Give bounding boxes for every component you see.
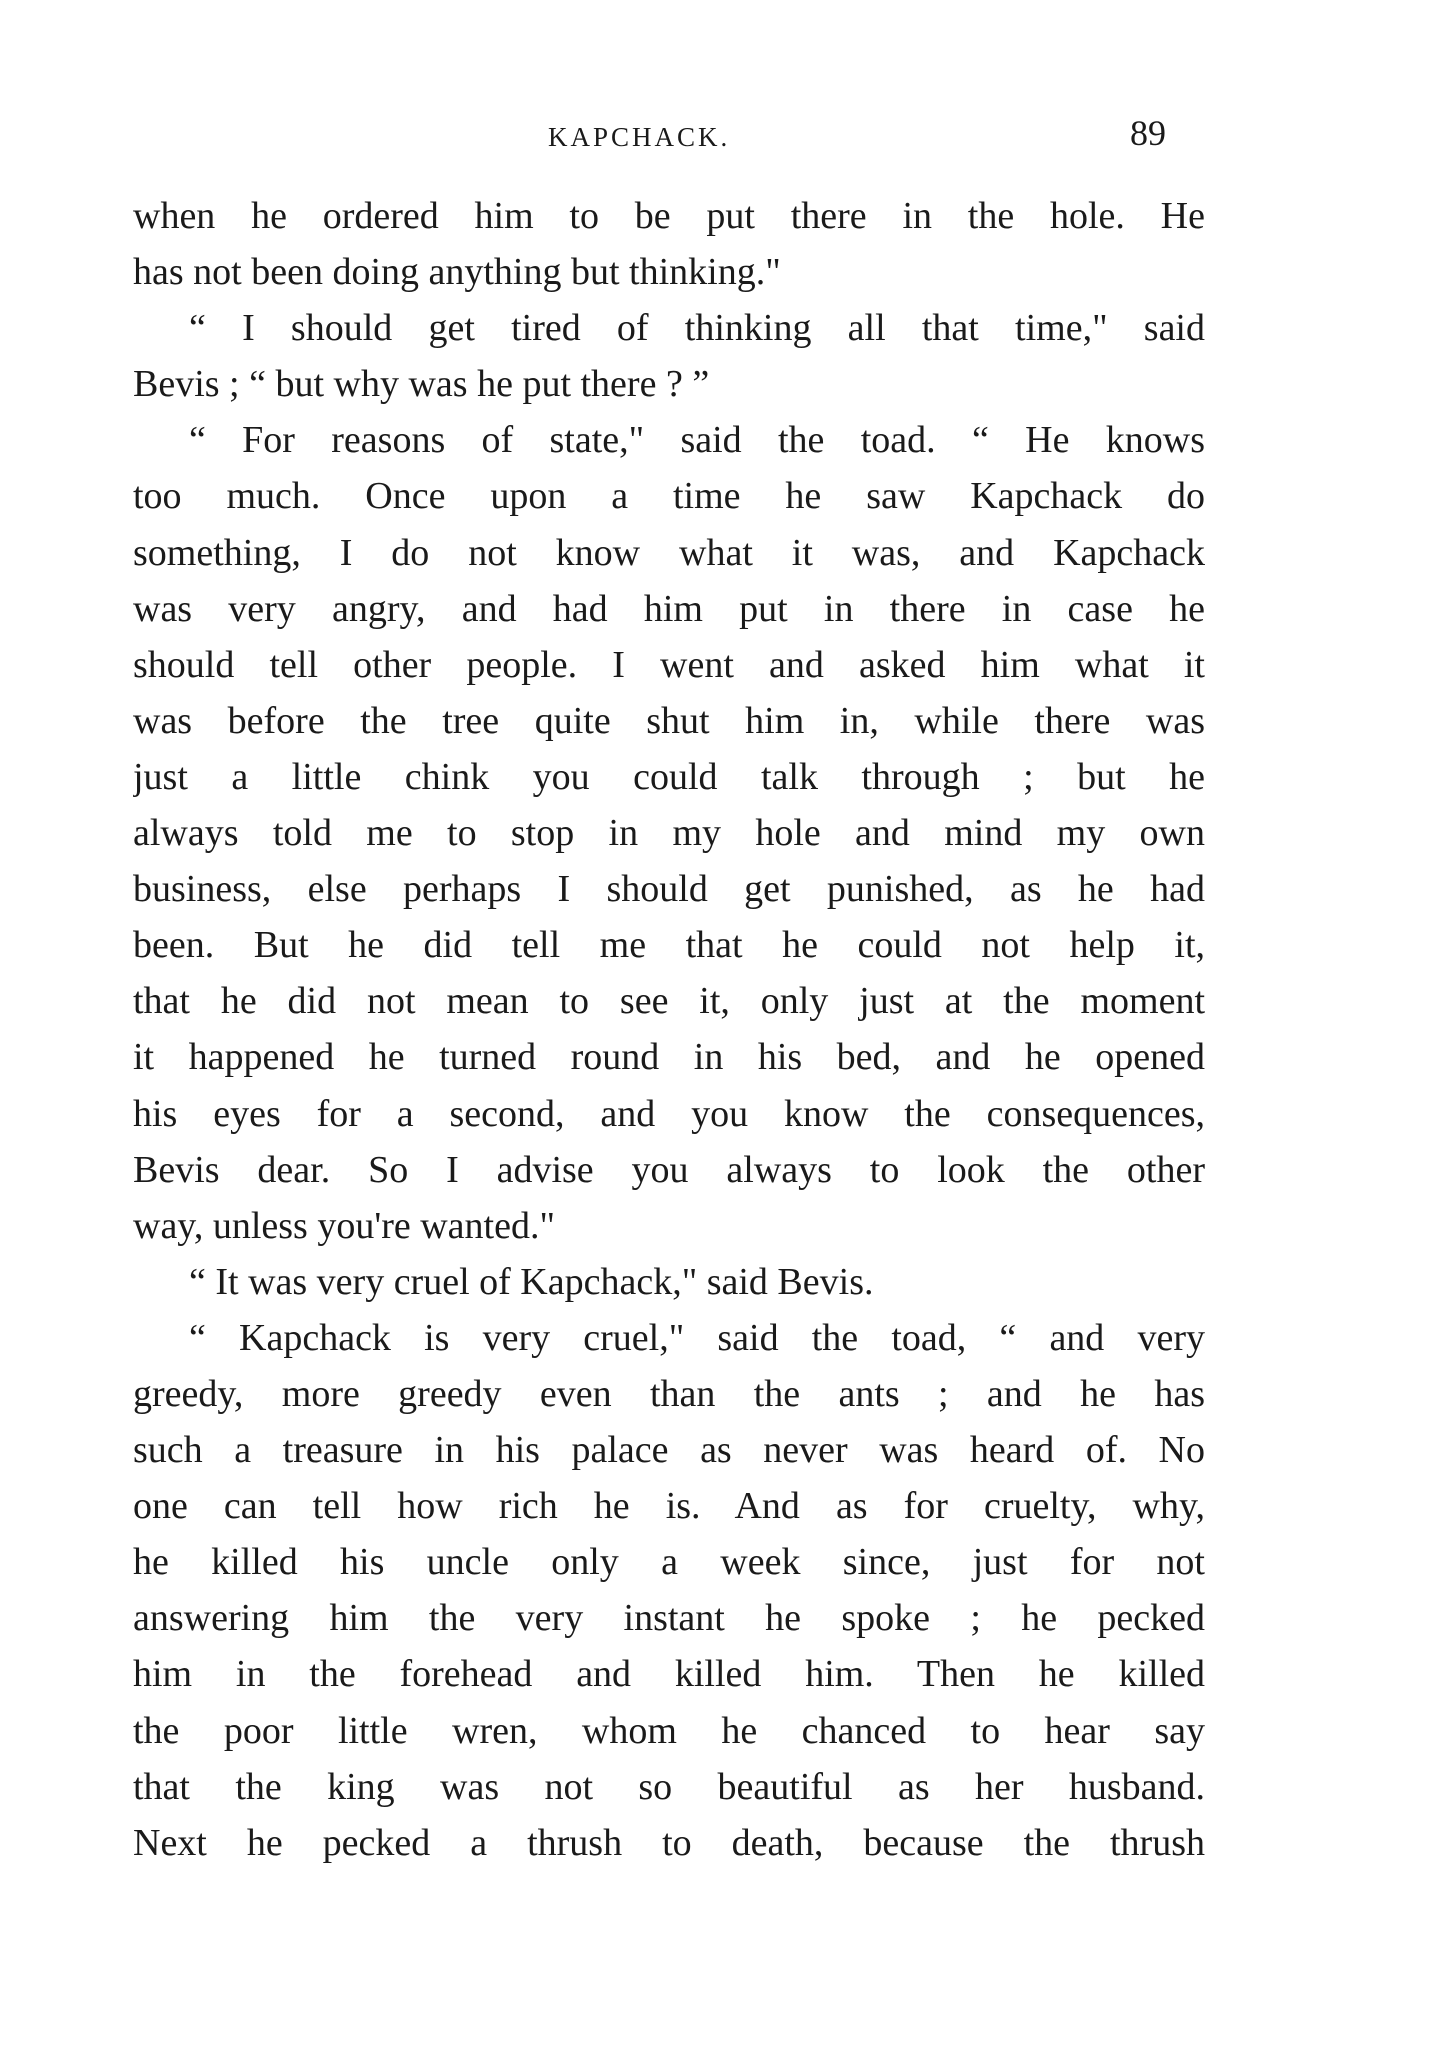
text-line: has not been doing anything but thinking." [133,251,781,294]
text-line: “ For reasons of state," said the toad. “ He knows [189,419,1205,462]
body-text [133,188,1205,1871]
text-line: been. But he did tell me that he could not help it, [133,924,1205,967]
text-line: him in the forehead and killed him. Then he killed [133,1653,1205,1696]
text-line: “ It was very cruel of Kapchack," said Bevis. [189,1260,874,1303]
text-line: was before the tree quite shut him in, while there was [133,699,1205,742]
text-line: the poor little wren, whom he chanced to hear say [133,1709,1205,1752]
text-line: something, I do not know what it was, and Kapchack [133,531,1205,574]
text-line: “ I should get tired of thinking all that time," said [189,307,1205,350]
text-line: that the king was not so beautiful as her husband. [133,1765,1205,1808]
text-line: one can tell how rich he is. And as for cruelty, why, [133,1485,1205,1528]
text-line: business, else perhaps I should get punished, as he had [133,868,1205,911]
text-line: he killed his uncle only a week since, just for not [133,1541,1205,1584]
text-line: that he did not mean to see it, only just at the moment [133,980,1205,1023]
text-line: should tell other people. I went and asked him what it [133,643,1205,686]
text-line: it happened he turned round in his bed, and he opened [133,1036,1205,1079]
text-line: such a treasure in his palace as never was heard of. No [133,1429,1205,1472]
text-line: always told me to stop in my hole and mind my own [133,812,1205,855]
page-number: 89 [1130,113,1166,153]
text-line: was very angry, and had him put in there in case he [133,587,1205,630]
text-line: “ Kapchack is very cruel," said the toad, “ and very [189,1316,1205,1359]
text-line: way, unless you're wanted." [133,1204,555,1247]
text-line: answering him the very instant he spoke ; he pecked [133,1597,1205,1640]
text-line: Next he pecked a thrush to death, because the thrush [133,1821,1205,1864]
text-line: when he ordered him to be put there in the hole. He [133,195,1205,237]
text-line: too much. Once upon a time he saw Kapchack do [133,475,1205,518]
page-header [0,112,1432,172]
text-line: his eyes for a second, and you know the consequences, [133,1092,1205,1135]
text-line: greedy, more greedy even than the ants ; and he has [133,1372,1205,1415]
running-head: KAPCHACK. [548,122,731,152]
text-line: just a little chink you could talk through ; but he [133,755,1205,798]
text-line: Bevis dear. So I advise you always to look the other [133,1148,1205,1191]
text-line: Bevis ; “ but why was he put there ? ” [133,363,710,406]
